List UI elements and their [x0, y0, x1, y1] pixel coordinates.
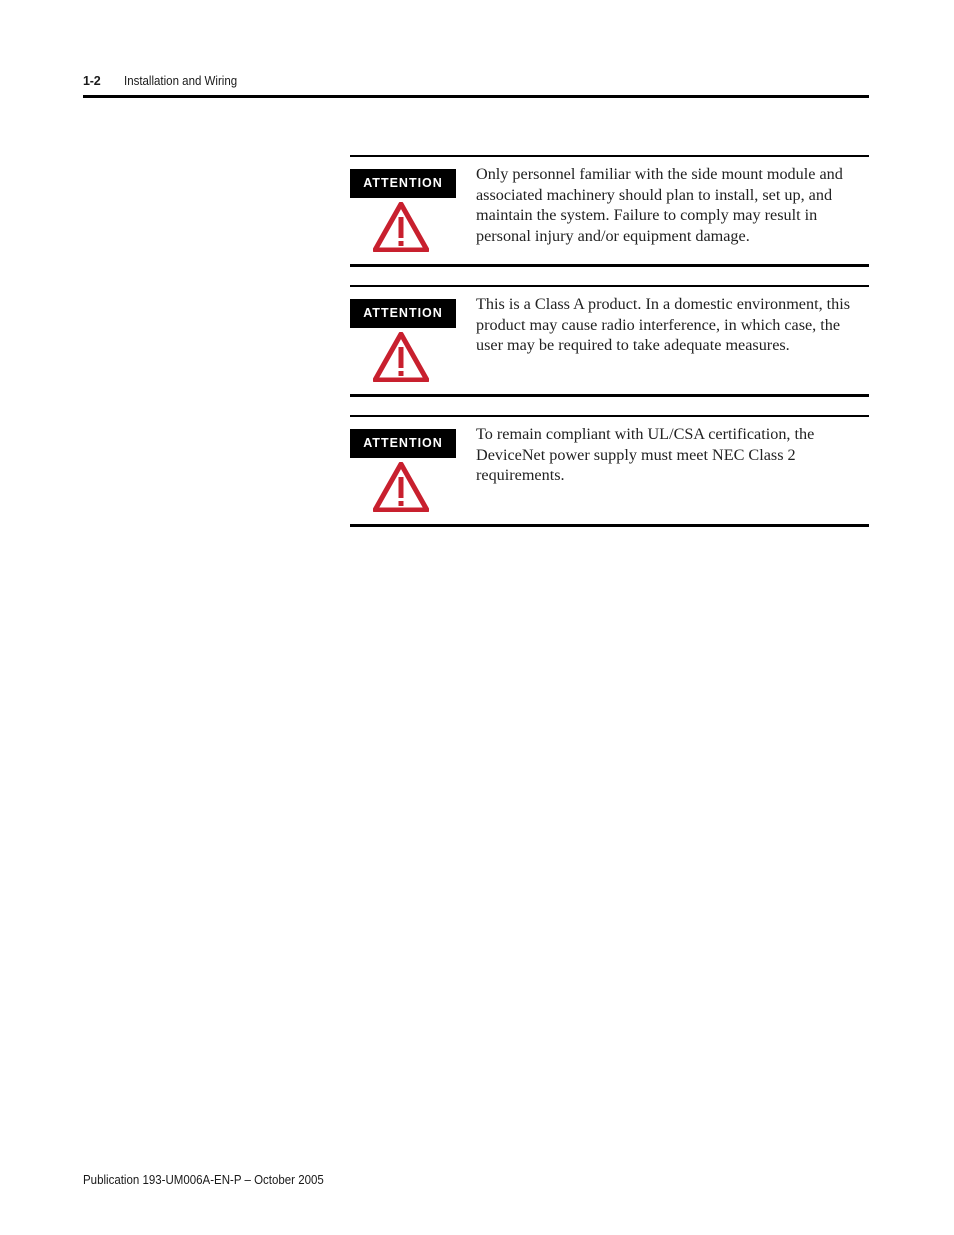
page-header	[83, 72, 869, 98]
warning-triangle-icon	[373, 332, 429, 382]
attention-badge: ATTENTION	[350, 169, 456, 198]
publication-footer: Publication 193-UM006A-EN-P – October 2005	[83, 1173, 324, 1187]
attention-notice	[350, 285, 869, 397]
warning-triangle-icon	[373, 202, 429, 252]
attention-message: This is a Class A product. In a domestic environment, this product may cause radio interference, in which case, the user may be required to take adequate measures.	[476, 295, 851, 355]
attention-message: Only personnel familiar with the side mount module and associated machinery should plan to install, set up, and maintain the system. Failure to comply may result in personal injury and/or equipment damage.	[476, 165, 843, 245]
attention-badge: ATTENTION	[350, 299, 456, 328]
attention-notice	[350, 415, 869, 527]
section-title: Installation and Wiring	[124, 74, 238, 88]
attention-message: To remain compliant with UL/CSA certification, the DeviceNet power supply must meet NEC Class 2 requirements.	[476, 425, 815, 485]
page-number: 1-2	[83, 74, 101, 88]
warning-triangle-icon	[373, 462, 429, 512]
attention-notice	[350, 155, 869, 267]
attention-badge: ATTENTION	[350, 429, 456, 458]
